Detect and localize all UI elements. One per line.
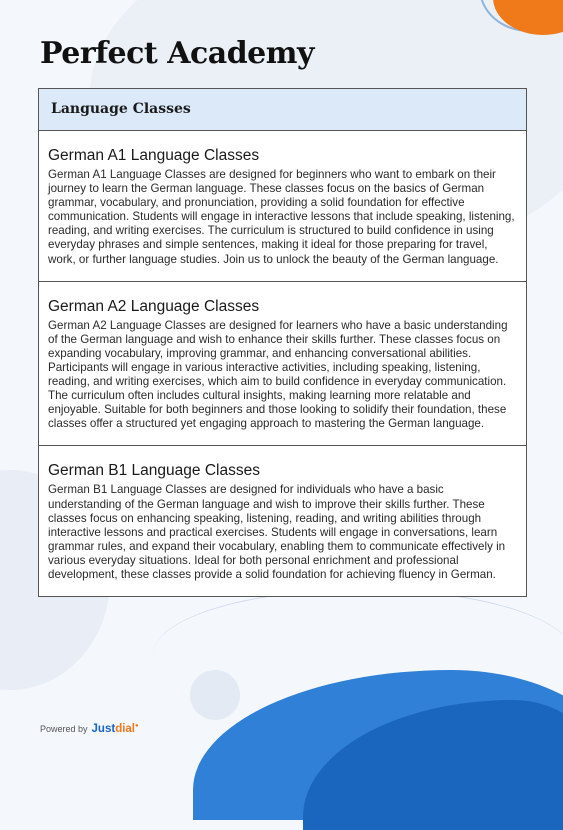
class-section-a1	[39, 131, 526, 282]
class-section-a2	[39, 282, 526, 447]
classes-table	[38, 88, 527, 597]
footer	[40, 723, 139, 735]
section-title: German B1 Language Classes	[48, 462, 260, 480]
brand-accent: dial	[115, 723, 135, 735]
brand-main: Just	[91, 723, 116, 735]
section-body: German B1 Language Classes are designed for individuals who have a basic understanding of the German language and wish to improve their skills further. These classes focus on enhancing speaking, listening, reading, and writing abilities through interactive lessons and practical exercises. Students will engage in conversations, learn grammar rules, and expand their vocabulary, enabling them to communicate effectively in various everyday situations. Ideal for both personal enrichment and professional development, these classes provide a solid foundation for achieving fluency in German.	[48, 483, 506, 581]
section-title: German A2 Language Classes	[48, 297, 260, 315]
table-header: Language Classes	[39, 89, 526, 131]
bottom-dot-decoration	[190, 670, 240, 720]
brand-star-icon: ●	[135, 723, 139, 730]
section-title: German A1 Language Classes	[48, 147, 260, 164]
section-body: German A2 Language Classes are designed for learners who have a basic understanding of the German language and wish to enhance their skills further. These classes focus on expanding vocabulary, improving grammar, and enhancing conversational abilities. Participants will engage in various interactive activities, including speaking, listening, reading, and writing exercises, which aim to build confidence in everyday communication. The curriculum often includes cultural insights, making learning more relatable and enjoyable. Suitable for both beginners and those looking to solidify their foundation, these classes offer a structured yet engaging approach to mastering the German language.	[48, 318, 508, 431]
class-section-b1	[39, 446, 526, 596]
page-title: Perfect Academy	[40, 36, 314, 71]
justdial-logo[interactable]	[92, 723, 139, 735]
section-body: German A1 Language Classes are designed for beginners who want to embark on their journey to learn the German language. These classes focus on the basics of German grammar, vocabulary, and pronunciation, providing a solid foundation for effective communication. Students will engage in interactive lessons that include speaking, listening, reading, and writing exercises. The curriculum is structured to build confidence in using everyday phrases and simple sentences, making it ideal for those preparing for travel, work, or further language studies. Join us to unlock the beauty of the German language.	[48, 168, 515, 266]
powered-by-label: Powered by	[40, 724, 88, 734]
